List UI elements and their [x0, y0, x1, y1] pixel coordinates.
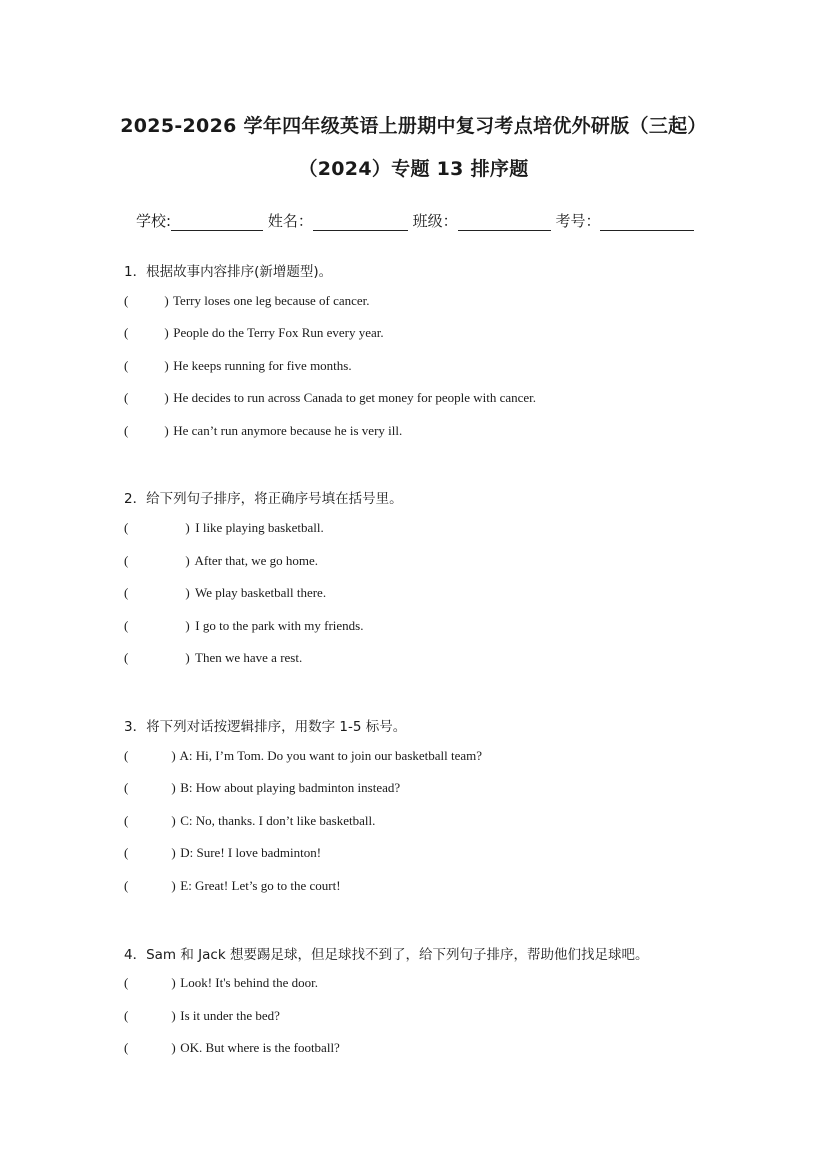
question-1-heading: 1．根据故事内容排序(新增题型)。 [124, 264, 333, 280]
question-2-item [124, 520, 324, 536]
question-4-item [124, 1040, 340, 1056]
question-1-item [124, 358, 352, 374]
item-text: Is it under the bed? [180, 1008, 280, 1023]
item-text: I like playing basketball. [195, 520, 324, 535]
answer-paren[interactable]: ( ) [124, 1040, 176, 1055]
question-1-item [124, 293, 370, 309]
name-label: 姓名： [267, 212, 313, 230]
item-text: People do the Terry Fox Run every year. [173, 325, 384, 340]
answer-paren[interactable]: ( ) [124, 748, 176, 763]
item-text: He keeps running for five months. [173, 358, 352, 373]
question-1-item [124, 423, 402, 439]
question-3-item [124, 813, 375, 829]
answer-paren[interactable]: ( ) [124, 585, 190, 600]
answer-paren[interactable]: ( ) [124, 553, 190, 568]
item-text: After that, we go home. [194, 553, 319, 568]
question-2-item [124, 650, 302, 666]
exam-no-blank[interactable] [600, 213, 694, 231]
question-1-item [124, 325, 384, 341]
item-text: I go to the park with my friends. [195, 618, 364, 633]
answer-paren[interactable]: ( ) [124, 520, 190, 535]
answer-paren[interactable]: ( ) [124, 1008, 176, 1023]
item-text: Terry loses one leg because of cancer. [173, 293, 370, 308]
question-2-item [124, 585, 326, 601]
class-label: 班级： [412, 212, 458, 230]
answer-paren[interactable]: ( ) [124, 975, 176, 990]
school-blank[interactable] [171, 213, 263, 231]
item-text: Look! It's behind the door. [180, 975, 318, 990]
class-blank[interactable] [458, 213, 551, 231]
exam-no-label: 考号： [555, 212, 601, 230]
answer-paren[interactable]: ( ) [124, 325, 169, 340]
answer-paren[interactable]: ( ) [124, 423, 169, 438]
page-title-line-2: （2024）专题 13 排序题 [298, 158, 529, 180]
question-3-item [124, 780, 400, 796]
question-4-item [124, 975, 318, 991]
answer-paren[interactable]: ( ) [124, 293, 169, 308]
question-2-item [124, 618, 364, 634]
name-blank[interactable] [313, 213, 408, 231]
item-text: E: Great! Let’s go to the court! [180, 878, 341, 893]
question-2-heading: 2．给下列句子排序，将正确序号填在括号里。 [124, 491, 403, 507]
item-text: B: How about playing badminton instead? [180, 780, 401, 795]
answer-paren[interactable]: ( ) [124, 618, 190, 633]
question-3-heading: 3．将下列对话按逻辑排序，用数字 1-5 标号。 [124, 719, 407, 735]
item-text: C: No, thanks. I don’t like basketball. [180, 813, 376, 828]
page-title-line-1: 2025-2026 学年四年级英语上册期中复习考点培优外研版（三起） [120, 115, 707, 137]
question-3-item [124, 845, 321, 861]
student-info-row [136, 210, 694, 231]
question-1-item [124, 390, 536, 406]
item-text: He decides to run across Canada to get money for people with cancer. [173, 390, 537, 405]
question-3-item [124, 878, 341, 894]
answer-paren[interactable]: ( ) [124, 650, 190, 665]
answer-paren[interactable]: ( ) [124, 780, 176, 795]
answer-paren[interactable]: ( ) [124, 390, 169, 405]
item-text: D: Sure! I love badminton! [180, 845, 322, 860]
item-text: A: Hi, I’m Tom. Do you want to join our basketball team? [179, 748, 483, 763]
answer-paren[interactable]: ( ) [124, 813, 176, 828]
answer-paren[interactable]: ( ) [124, 845, 176, 860]
question-4-heading: 4．Sam 和 Jack 想要踢足球，但足球找不到了，给下列句子排序，帮助他们找足球吧。 [124, 947, 649, 963]
item-text: OK. But where is the football? [180, 1040, 340, 1055]
answer-paren[interactable]: ( ) [124, 358, 169, 373]
school-label: 学校: [136, 212, 172, 230]
item-text: We play basketball there. [195, 585, 327, 600]
question-2-item [124, 553, 318, 569]
question-4-item [124, 1008, 280, 1024]
item-text: Then we have a rest. [195, 650, 303, 665]
item-text: He can’t run anymore because he is very ill. [173, 423, 403, 438]
answer-paren[interactable]: ( ) [124, 878, 176, 893]
question-3-item [124, 748, 482, 764]
